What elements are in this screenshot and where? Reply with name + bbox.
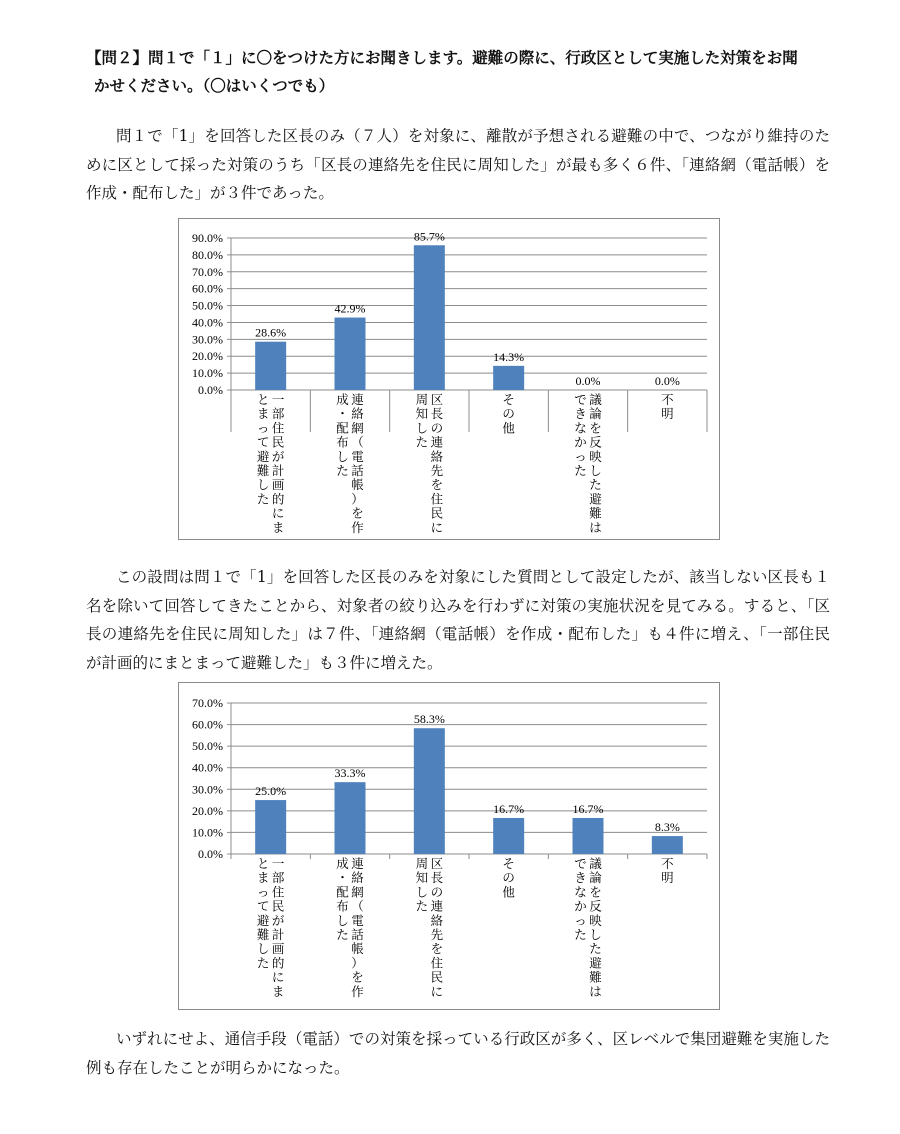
data-label: 28.6% — [255, 325, 287, 340]
y-tick-label: 50.0% — [192, 739, 223, 754]
x-category-label: 一部住民が計画的にま — [271, 392, 285, 535]
data-label: 14.3% — [493, 349, 525, 364]
bar — [414, 728, 445, 854]
x-category-label: できなかった — [574, 392, 587, 478]
data-label: 8.3% — [654, 820, 680, 835]
y-tick-label: 90.0% — [192, 231, 223, 245]
y-tick-label: 0.0% — [198, 383, 223, 397]
data-label: 25.0% — [255, 784, 287, 799]
bar — [493, 818, 524, 854]
bar — [255, 342, 286, 390]
x-category-label: 連絡網（電話帳）を作 — [351, 856, 364, 999]
x-category-label: 周知した — [415, 392, 429, 450]
y-tick-label: 10.0% — [192, 366, 223, 381]
x-category-label: 連絡網（電話帳）を作 — [351, 392, 364, 535]
x-category-label: 成・配布した — [336, 392, 349, 478]
data-label: 16.7% — [572, 801, 604, 816]
x-category-label: 一部住民が計画的にま — [271, 856, 285, 999]
question-line-1: 【問２】問１で「１」に〇をつけた方にお聞きします。避難の際に、行政区として実施した対策をお聞 — [86, 49, 798, 67]
x-category-label: とまって避難した — [256, 856, 270, 971]
x-category-label: できなかった — [574, 856, 587, 942]
bar-chart-2 — [178, 682, 720, 1010]
y-tick-label: 20.0% — [192, 803, 223, 818]
paragraph-1: 問１で「1」を回答した区長のみ（７人）を対象に、離散が予想される避難の中で、つながり維持のために区として採った対策のうち「区長の連絡先を住民に周知した」が最も多く６件、「連絡網（電話帳）を作成・配布した」が３件であった。 — [86, 127, 830, 202]
y-tick-label: 60.0% — [192, 717, 223, 732]
y-tick-label: 50.0% — [192, 298, 223, 313]
bar — [255, 800, 286, 854]
data-label: 58.3% — [413, 712, 445, 727]
x-category-label: 不明 — [661, 856, 674, 886]
bar-chart-2-svg — [179, 683, 719, 1009]
bar — [493, 366, 524, 390]
y-tick-label: 30.0% — [192, 332, 223, 347]
question-line-2: かせください。（〇はいくつでも） — [94, 77, 335, 95]
bar-chart-1 — [178, 218, 720, 540]
x-category-label: 成・配布した — [336, 856, 349, 942]
x-category-label: その他 — [502, 856, 515, 900]
x-category-label: 区長の連絡先を住民に — [430, 856, 444, 999]
paragraph-3: いずれにせよ、通信手段（電話）での対策を採っている行政区が多く、区レベルで集団避難を実施した例も存在したことが明らかになった。 — [86, 1030, 830, 1077]
question-heading — [86, 44, 846, 100]
data-label: 85.7% — [413, 229, 445, 244]
x-category-label: 周知した — [415, 856, 429, 914]
y-tick-label: 30.0% — [192, 782, 223, 797]
x-category-label: 不明 — [661, 392, 674, 422]
x-category-label: とまって避難した — [256, 392, 270, 507]
paragraph-2: この設問は問１で「1」を回答した区長のみを対象にした質問として設定したが、該当しない区長も１名を除いて回答してきたことから、対象者の絞り込みを行わずに対策の実施状況を見てみる。すると、「区長の連絡先を住民に周知した」は７件、「連絡網（電話帳）を作成・配布した」も４件に増え、「一部住民が計画的にまとまって避難した」も３件に増えた。 — [86, 568, 830, 672]
y-tick-label: 20.0% — [192, 349, 223, 364]
data-label: 0.0% — [654, 374, 680, 388]
y-tick-label: 40.0% — [192, 315, 223, 330]
bar — [335, 318, 366, 390]
bar — [414, 245, 445, 390]
bar — [652, 836, 683, 854]
data-label: 0.0% — [575, 374, 601, 388]
bar — [573, 818, 604, 854]
y-tick-label: 0.0% — [198, 847, 223, 861]
y-tick-label: 60.0% — [192, 281, 223, 296]
y-tick-label: 70.0% — [192, 264, 223, 279]
x-category-label: その他 — [502, 392, 515, 436]
bar — [335, 782, 366, 854]
y-tick-label: 70.0% — [192, 696, 223, 710]
data-label: 16.7% — [493, 801, 525, 816]
y-tick-label: 80.0% — [192, 247, 223, 262]
y-tick-label: 10.0% — [192, 825, 223, 840]
x-category-label: 区長の連絡先を住民に — [430, 392, 444, 535]
y-tick-label: 40.0% — [192, 760, 223, 775]
x-category-label: 議論を反映した避難は — [589, 856, 602, 999]
x-category-label: 議論を反映した避難は — [589, 392, 602, 535]
data-label: 42.9% — [334, 301, 366, 316]
bar-chart-1-svg — [179, 219, 719, 539]
data-label: 33.3% — [334, 766, 366, 781]
